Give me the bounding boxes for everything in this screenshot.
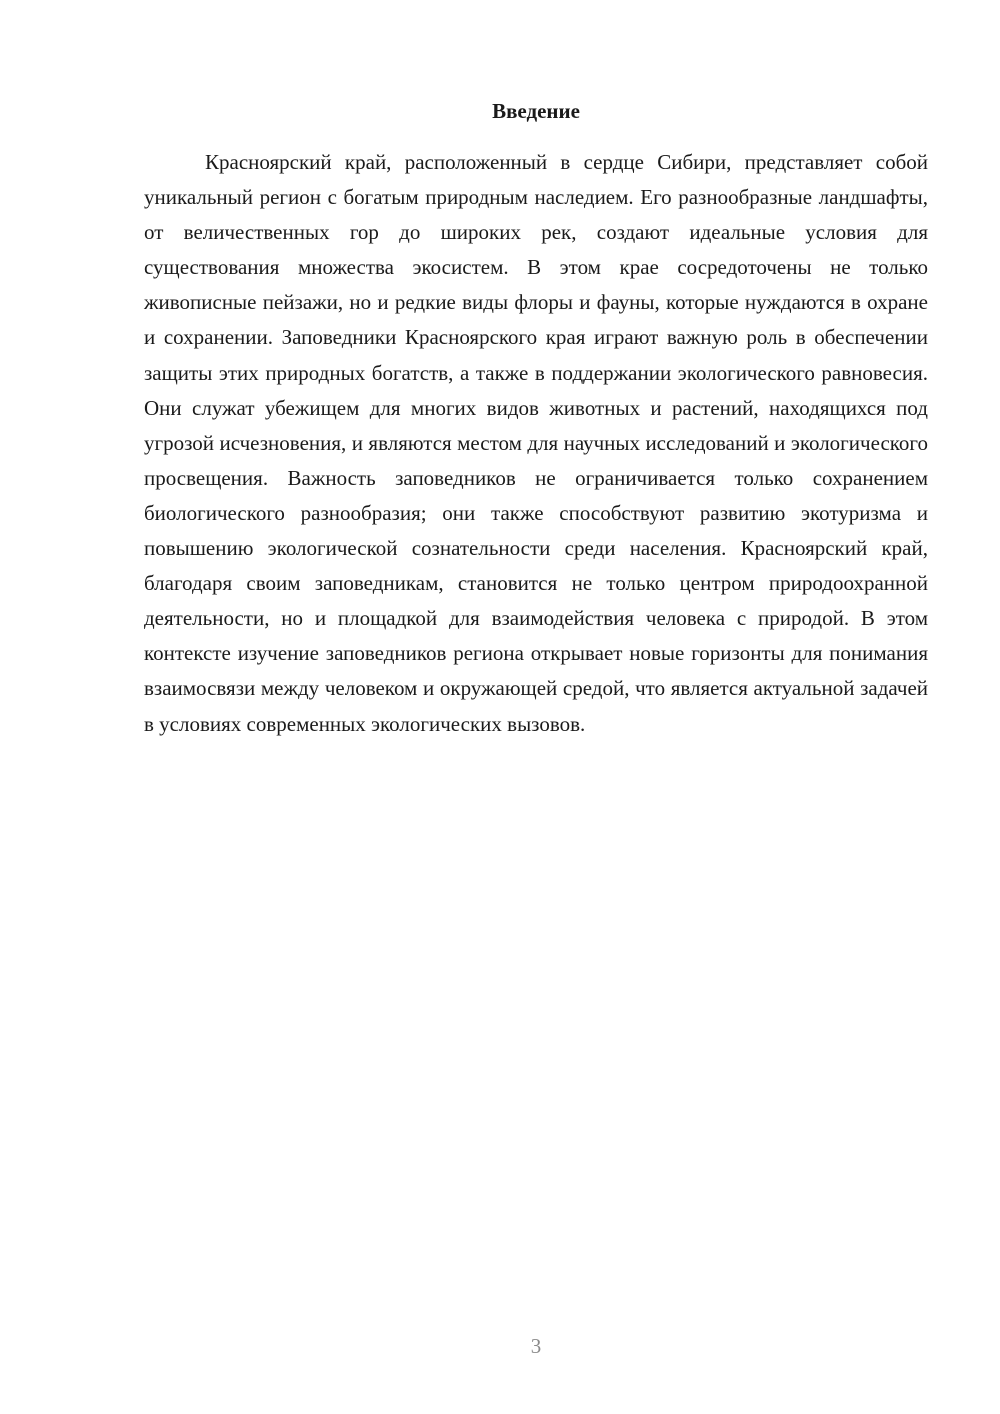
introduction-paragraph: Красноярский край, расположенный в сердце Сибири, представляет собой уникальный регион с богатым природным наследием. Его разнообразные ландшафты, от величественных гор до широких рек, создают идеальные условия для существования множества экосистем. В этом крае сосредоточены не только живописные пейзажи, но и редкие виды флоры и фауны, которые нуждаются в охране и сохранении. Заповедники Красноярского края играют важную роль в обеспечении защиты этих природных богатств, а также в поддержании экологического равновесия. Они служат убежищем для многих видов животных и растений, находящихся под угрозой исчезновения, и являются местом для научных исследований и экологического просвещения. Важность заповедников не ограничивается только сохранением биологического разнообразия; они также способствуют развитию экотуризма и повышению экологической сознательности среди населения. Красноярский край, благодаря своим заповедникам, становится не только центром природоохранной деятельности, но и площадкой для взаимодействия человека с природой. В этом контексте изучение заповедников региона открывает новые горизонты для понимания взаимосвязи между человеком и окружающей средой, что является актуальной задачей в условиях современных экологических вызовов.: [144, 150, 928, 736]
section-heading: Введение: [492, 99, 580, 123]
page-number: 3: [530, 1334, 542, 1358]
